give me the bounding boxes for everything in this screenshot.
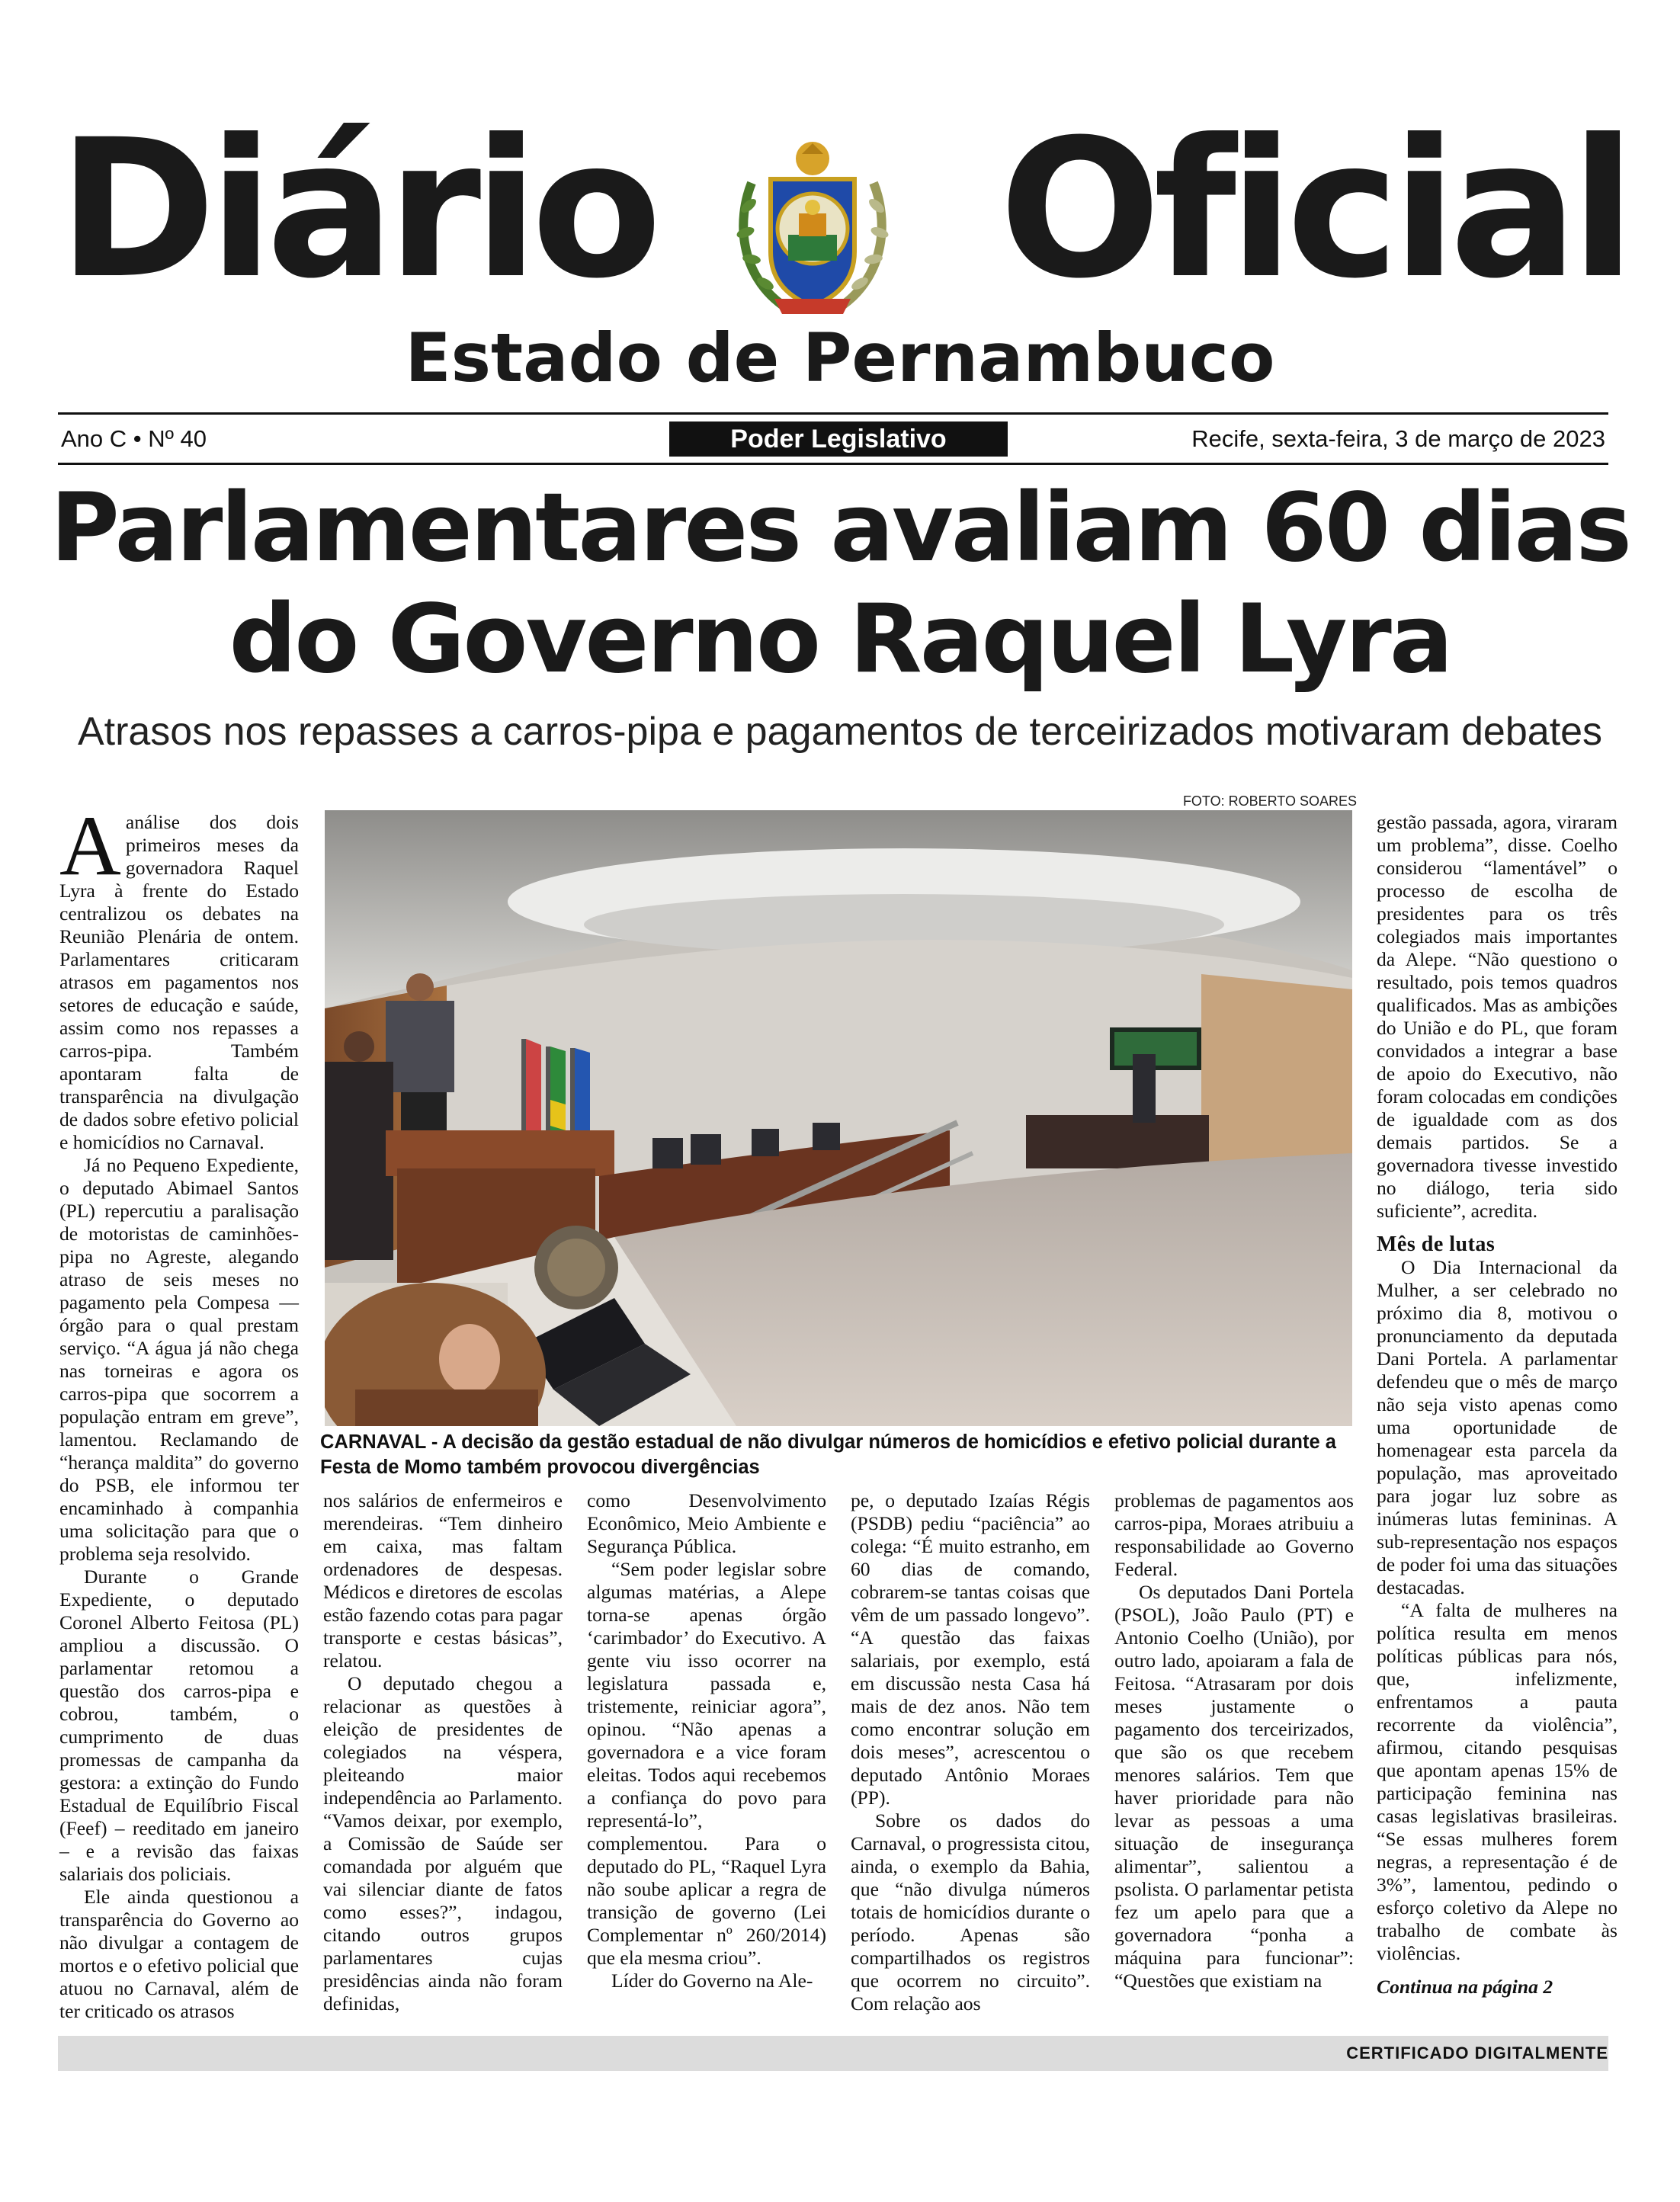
article-paragraph: Sobre os dados do Carnaval, o progressista citou, ainda, o exemplo da Bahia, que “não divulga números totais de homicídios durante o período. Apenas são compartilhados os registros que ocorrem no circuito”. Com relação aos — [851, 1809, 1090, 2014]
article-column-5 — [1114, 1489, 1354, 1992]
article-paragraph: análise dos dois primeiros meses da governadora Raquel Lyra à frente do Estado centralizou os debates na Reunião Plenária de ontem. Parlamentares criticaram atrasos em pagamentos nos setores de educação e saúde, assim como nos repasses a carros-pipa. Também apontaram falta de transparência na divulgação de dados sobre efetivo policial e homicídios no Carnaval. — [59, 811, 299, 1153]
photo-credit: FOTO: ROBERTO SOARES — [1182, 793, 1357, 809]
masthead-subtitle: Estado de Pernambuco — [405, 319, 1275, 397]
continued-link[interactable]: Continua na página 2 — [1377, 1976, 1553, 1998]
photo-caption — [320, 1430, 1357, 1480]
article-column-3 — [587, 1489, 826, 1992]
article-column-6 — [1377, 811, 1617, 1998]
article-paragraph: “Sem poder legislar sobre algumas matérias, a Alepe torna-se apenas órgão ‘carimbador’ do Executivo. A gente viu isso ocorrer na legislatura passada e, tristemente, reiniciar agora”, opinou. “Não apenas a governadora e a vice foram eleitas. Todos aqui recebemos a confiança do povo para representá-lo”, complementou. Para o deputado do PL, “Raquel Lyra não soube aplicar a regra de transição de governo (Lei Complementar nº 260/2014) que ela mesma criou”. — [587, 1558, 826, 1969]
masthead-title-left: Diário — [58, 98, 655, 320]
article-column-4 — [851, 1489, 1090, 2015]
bottom-rule — [58, 463, 1608, 465]
article-paragraph: O deputado chegou a relacionar as questões à eleição de presidentes de colegiados na véspera, pleiteando maior independência ao Parlamento. “Vamos deixar, por exemplo, a Comissão de Saúde ser comandada por alguém que vai silenciar diante de fatos como esses?”, indagou, citando outros grupos parlamentares cujas presidências ainda não foram definidas, — [323, 1672, 563, 2014]
state-coat-of-arms-icon — [729, 137, 896, 320]
section-badge: Poder Legislativo — [669, 421, 1008, 457]
article-paragraph: “A falta de mulheres na política resulta em menos políticas públicas para nós, que, infelizmente, enfrentamos a pauta recorrente da violência”, afirmou, citando pesquisas que apontam apenas 15% de participação feminina nas casas legislativas brasileiras. “Se essas mulheres forem negras, a representação é de 3%”, lamentou, pedindo o esforço coletivo da Alepe no trabalho de combate às violências. — [1377, 1599, 1617, 1964]
plenary-photo — [325, 810, 1352, 1426]
headline — [46, 473, 1634, 695]
article-paragraph: como Desenvolvimento Econômico, Meio Ambiente e Segurança Pública. — [587, 1489, 826, 1557]
headline-line-2: do Governo Raquel Lyra — [229, 585, 1451, 694]
article-paragraph: Ele ainda questionou a transparência do Governo ao não divulgar a contagem de mortos e o efetivo policial que atuou no Carnaval, além de ter criticado os atrasos — [59, 1886, 299, 2022]
section-title: Mês de lutas — [1377, 1232, 1496, 1256]
digital-certification: CERTIFICADO DIGITALMENTE — [1346, 2043, 1608, 2063]
caption-lead: CARNAVAL - — [320, 1431, 443, 1453]
article-column-2 — [323, 1489, 563, 2015]
drop-cap: A — [59, 799, 121, 893]
issue-date: Recife, sexta-feira, 3 de março de 2023 — [1191, 425, 1605, 452]
article-paragraph: pe, o deputado Izaías Régis (PSDB) pediu “paciência” ao colega: “É muito estranho, em 60 dias de comando, cobrarem-se tantas coisas que vêm de um passado longevo”. “A questão das faixas salariais, por exemplo, está em discussão nesta Casa há mais de dez anos. Não tem como encontrar solução em dois meses”, acrescentou o deputado Antônio Moraes (PP). — [851, 1489, 1090, 1809]
article-paragraph: Líder do Governo na Ale- — [611, 1970, 813, 1992]
article-column-1 — [59, 799, 299, 2023]
article-paragraph: gestão passada, agora, viraram um problema”, disse. Coelho considerou “lamentável” o processo de escolha de presidentes para os três colegiados mais importantes da Alepe. “Não questiono o resultado, pois temos quadros qualificados. Mas as ambições do União e do PL, que foram convidados a integrar a base de apoio do Executivo, não foram colocadas em condições de igualdade com as dos demais partidos. Se a governadora tivesse investido no diálogo, teria sido suficiente”, acredita. — [1377, 811, 1617, 1222]
article-paragraph: nos salários de enfermeiros e merendeiras. “Tem dinheiro em caixa, mas faltam ordenadores de despesas. Médicos e diretores de escolas estão fazendo cotas para pagar transporte e cestas básicas”, relatou. — [323, 1489, 563, 1672]
article-paragraph: Os deputados Dani Portela (PSOL), João Paulo (PT) e Antonio Coelho (União), por outro lado, apoiaram a fala de Feitosa. “Atrasaram por dois meses justamente o pagamento dos terceirizados, que são os que recebem menores salários. Tem que haver prioridade para não levar as pessoas a uma situação de insegurança alimentar”, salientou a psolista. O parlamentar petista fez um apelo para que a governadora “ponha a máquina para funcionar”: “Questões que existiam na — [1114, 1581, 1354, 1992]
subheadline: Atrasos nos repasses a carros-pipa e pagamentos de terceirizados motivaram debates — [77, 710, 1603, 754]
article-paragraph: O Dia Internacional da Mulher, a ser celebrado no próximo dia 8, motivou o pronunciamento da deputada Dani Portela. A parlamentar defendeu que o mês de março não seja visto apenas como uma oportunidade de homenagear esta parcela da população, mas aproveitado para jogar luz sobre as inúmeras lutas femininas. A sub-representação nos espaços de poder foi uma das situações destacadas. — [1377, 1256, 1617, 1598]
masthead-title-right: Oficial — [999, 98, 1628, 320]
top-rule — [58, 412, 1608, 415]
masthead — [58, 98, 1628, 343]
article-paragraph: problemas de pagamentos aos carros-pipa, Moraes atribuiu a responsabilidade ao Governo Federal. — [1114, 1489, 1354, 1580]
article-paragraph: Durante o Grande Expediente, o deputado Coronel Alberto Feitosa (PL) ampliou a discussão. O parlamentar retomou a questão dos carros-pipa e cobrou, também, o cumprimento de duas promessas de campanha da gestora: a extinção do Fundo Estadual de Equilíbrio Fiscal (Feef) – reeditado em janeiro – e a revisão das faixas salariais dos policiais. — [59, 1566, 299, 1885]
caption-text: A decisão da gestão estadual de não divulgar números de homicídios e efetivo policial durante a Festa de Momo também provocou divergências — [320, 1431, 1336, 1478]
article-paragraph: Já no Pequeno Expediente, o deputado Abimael Santos (PL) repercutiu a paralisação de motoristas de caminhões-pipa no Agreste, alegando atraso de seis meses no pagamento pela Compesa — órgão para o qual prestam serviço. “A água já não chega nas torneiras e agora os carros-pipa que socorrem a população entram em greve”, lamentou. Reclamando de “herança maldita” do governo do PSB, ele informou ter encaminhado à companhia uma solicitação para que o problema seja resolvido. — [59, 1154, 299, 1565]
edition-number: Ano C • Nº 40 — [61, 425, 207, 452]
headline-line-1: Parlamentares avaliam 60 dias — [50, 473, 1630, 583]
